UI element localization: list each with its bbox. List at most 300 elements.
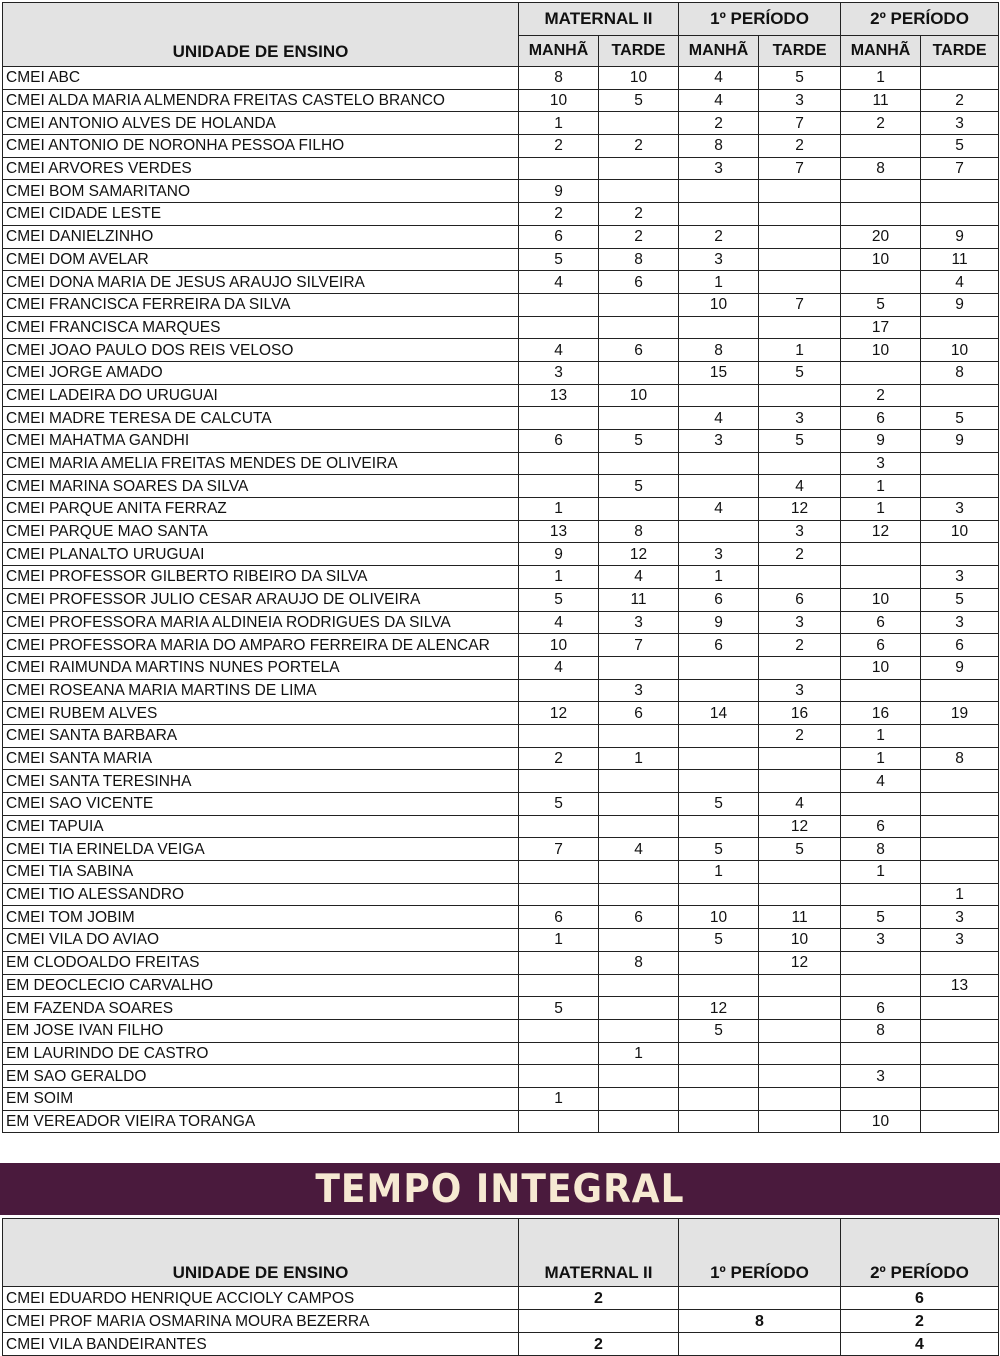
unit-name-cell: CMEI PLANALTO URUGUAI xyxy=(3,543,519,566)
integral-header-maternal-ii: MATERNAL II xyxy=(519,1219,679,1287)
table-row xyxy=(3,611,999,634)
integral-table-row xyxy=(3,1287,999,1310)
count-cell: 1 xyxy=(599,1042,679,1065)
unit-name-cell: CMEI ABC xyxy=(3,67,519,90)
count-cell: 5 xyxy=(759,67,841,90)
count-cell xyxy=(759,1065,841,1088)
count-cell xyxy=(921,1087,999,1110)
count-cell xyxy=(921,951,999,974)
count-cell xyxy=(759,316,841,339)
count-cell xyxy=(759,248,841,271)
count-cell: 1 xyxy=(679,861,759,884)
table-row xyxy=(3,203,999,226)
count-cell: 4 xyxy=(759,793,841,816)
unit-name-cell: CMEI FRANCISCA MARQUES xyxy=(3,316,519,339)
count-cell: 2 xyxy=(841,384,921,407)
count-cell: 10 xyxy=(841,656,921,679)
count-cell: 5 xyxy=(841,906,921,929)
count-cell xyxy=(679,770,759,793)
count-cell xyxy=(519,815,599,838)
count-cell: 6 xyxy=(841,997,921,1020)
shift-header: TARDE xyxy=(759,36,841,67)
count-cell xyxy=(599,724,679,747)
unit-name-cell: CMEI LADEIRA DO URUGUAI xyxy=(3,384,519,407)
count-cell xyxy=(519,951,599,974)
count-cell: 5 xyxy=(759,361,841,384)
count-cell xyxy=(679,656,759,679)
unit-name-cell: CMEI TIA ERINELDA VEIGA xyxy=(3,838,519,861)
count-cell xyxy=(599,1087,679,1110)
unit-name-cell: CMEI RAIMUNDA MARTINS NUNES PORTELA xyxy=(3,656,519,679)
unit-name-cell: CMEI MARIA AMELIA FREITAS MENDES DE OLIVEIRA xyxy=(3,452,519,475)
table-row xyxy=(3,997,999,1020)
count-cell: 2 xyxy=(759,724,841,747)
count-cell: 4 xyxy=(841,1333,999,1356)
count-cell xyxy=(519,679,599,702)
count-cell: 5 xyxy=(599,475,679,498)
count-cell: 12 xyxy=(759,498,841,521)
count-cell: 5 xyxy=(599,89,679,112)
count-cell: 8 xyxy=(599,951,679,974)
count-cell xyxy=(841,1087,921,1110)
count-cell xyxy=(599,1019,679,1042)
count-cell: 4 xyxy=(519,271,599,294)
unit-name-cell: CMEI SAO VICENTE xyxy=(3,793,519,816)
count-cell: 4 xyxy=(679,407,759,430)
unit-name-cell: CMEI FRANCISCA FERREIRA DA SILVA xyxy=(3,293,519,316)
count-cell xyxy=(519,1065,599,1088)
unit-name-cell: CMEI EDUARDO HENRIQUE ACCIOLY CAMPOS xyxy=(3,1287,519,1310)
count-cell xyxy=(679,747,759,770)
unit-name-cell: CMEI TIA SABINA xyxy=(3,861,519,884)
count-cell xyxy=(679,1287,841,1310)
count-cell xyxy=(841,135,921,158)
count-cell xyxy=(679,316,759,339)
unit-name-cell: CMEI VILA BANDEIRANTES xyxy=(3,1333,519,1356)
count-cell: 1 xyxy=(519,112,599,135)
count-cell xyxy=(679,679,759,702)
count-cell: 8 xyxy=(679,1310,841,1333)
table-row xyxy=(3,929,999,952)
count-cell xyxy=(759,384,841,407)
table-row xyxy=(3,1110,999,1133)
count-cell xyxy=(759,656,841,679)
table-row xyxy=(3,430,999,453)
count-cell: 7 xyxy=(921,157,999,180)
count-cell: 10 xyxy=(519,634,599,657)
count-cell xyxy=(519,1019,599,1042)
count-cell: 9 xyxy=(921,293,999,316)
count-cell: 6 xyxy=(599,906,679,929)
table-row xyxy=(3,566,999,589)
table-row xyxy=(3,180,999,203)
count-cell: 11 xyxy=(921,248,999,271)
count-cell: 6 xyxy=(599,339,679,362)
integral-table-row xyxy=(3,1310,999,1333)
count-cell xyxy=(599,861,679,884)
unit-name-cell: CMEI PROFESSOR GILBERTO RIBEIRO DA SILVA xyxy=(3,566,519,589)
unit-name-cell: CMEI ARVORES VERDES xyxy=(3,157,519,180)
count-cell: 1 xyxy=(519,929,599,952)
unit-name-cell: CMEI PARQUE ANITA FERRAZ xyxy=(3,498,519,521)
count-cell xyxy=(921,1019,999,1042)
count-cell xyxy=(841,203,921,226)
count-cell xyxy=(759,861,841,884)
group-header-1-periodo: 1º PERÍODO xyxy=(679,3,841,36)
count-cell: 3 xyxy=(679,430,759,453)
count-cell xyxy=(599,157,679,180)
table-row xyxy=(3,747,999,770)
count-cell: 6 xyxy=(519,430,599,453)
table-row xyxy=(3,361,999,384)
table-row xyxy=(3,271,999,294)
count-cell: 9 xyxy=(841,430,921,453)
count-cell: 3 xyxy=(759,89,841,112)
count-cell: 3 xyxy=(841,452,921,475)
unit-name-cell: CMEI SANTA TERESINHA xyxy=(3,770,519,793)
unit-name-cell: EM SOIM xyxy=(3,1087,519,1110)
count-cell: 6 xyxy=(759,588,841,611)
count-cell: 1 xyxy=(841,475,921,498)
count-cell: 8 xyxy=(841,157,921,180)
count-cell: 2 xyxy=(599,225,679,248)
integral-header-2-periodo: 2º PERÍODO xyxy=(841,1219,999,1287)
count-cell xyxy=(519,770,599,793)
count-cell: 2 xyxy=(519,1333,679,1356)
table-row xyxy=(3,588,999,611)
count-cell xyxy=(519,452,599,475)
unit-name-cell: EM SAO GERALDO xyxy=(3,1065,519,1088)
table-row xyxy=(3,815,999,838)
unit-name-cell: CMEI CIDADE LESTE xyxy=(3,203,519,226)
count-cell: 14 xyxy=(679,702,759,725)
count-cell xyxy=(599,997,679,1020)
unit-name-cell: EM VEREADOR VIEIRA TORANGA xyxy=(3,1110,519,1133)
integral-table-row xyxy=(3,1333,999,1356)
count-cell: 12 xyxy=(841,520,921,543)
count-cell: 8 xyxy=(679,135,759,158)
count-cell: 13 xyxy=(519,384,599,407)
count-cell xyxy=(921,815,999,838)
count-cell: 7 xyxy=(599,634,679,657)
integral-table-body xyxy=(3,1287,999,1356)
count-cell: 10 xyxy=(599,67,679,90)
count-cell: 2 xyxy=(679,112,759,135)
unit-name-cell: CMEI ROSEANA MARIA MARTINS DE LIMA xyxy=(3,679,519,702)
table-row xyxy=(3,1087,999,1110)
count-cell xyxy=(921,770,999,793)
count-cell: 2 xyxy=(519,1287,679,1310)
table-row xyxy=(3,770,999,793)
count-cell xyxy=(921,1065,999,1088)
unit-name-cell: CMEI JOAO PAULO DOS REIS VELOSO xyxy=(3,339,519,362)
count-cell: 3 xyxy=(841,1065,921,1088)
unit-name-cell: CMEI SANTA BARBARA xyxy=(3,724,519,747)
count-cell xyxy=(519,724,599,747)
count-cell: 3 xyxy=(921,112,999,135)
count-cell: 6 xyxy=(921,634,999,657)
count-cell: 5 xyxy=(599,430,679,453)
count-cell: 2 xyxy=(519,747,599,770)
count-cell xyxy=(841,883,921,906)
count-cell: 19 xyxy=(921,702,999,725)
count-cell: 17 xyxy=(841,316,921,339)
count-cell: 4 xyxy=(599,566,679,589)
count-cell: 3 xyxy=(921,566,999,589)
count-cell xyxy=(599,452,679,475)
count-cell: 7 xyxy=(759,293,841,316)
count-cell xyxy=(679,1065,759,1088)
count-cell xyxy=(841,180,921,203)
count-cell: 10 xyxy=(759,929,841,952)
shift-header: MANHÃ xyxy=(679,36,759,67)
count-cell: 6 xyxy=(599,271,679,294)
count-cell: 9 xyxy=(519,180,599,203)
table-row xyxy=(3,543,999,566)
count-cell: 4 xyxy=(519,611,599,634)
count-cell xyxy=(599,656,679,679)
table-row xyxy=(3,384,999,407)
count-cell: 2 xyxy=(841,112,921,135)
count-cell: 1 xyxy=(921,883,999,906)
count-cell: 7 xyxy=(759,112,841,135)
count-cell: 8 xyxy=(841,1019,921,1042)
count-cell xyxy=(679,883,759,906)
count-cell: 2 xyxy=(679,225,759,248)
count-cell xyxy=(759,1042,841,1065)
table-row xyxy=(3,248,999,271)
count-cell: 5 xyxy=(679,929,759,952)
count-cell xyxy=(679,1110,759,1133)
table-row xyxy=(3,974,999,997)
count-cell: 12 xyxy=(759,815,841,838)
count-cell xyxy=(519,407,599,430)
count-cell: 6 xyxy=(841,815,921,838)
count-cell: 5 xyxy=(759,430,841,453)
count-cell xyxy=(679,1333,841,1356)
tempo-integral-banner xyxy=(0,1163,1000,1215)
count-cell: 1 xyxy=(519,566,599,589)
shift-header: MANHÃ xyxy=(519,36,599,67)
count-cell: 9 xyxy=(519,543,599,566)
unit-name-cell: CMEI BOM SAMARITANO xyxy=(3,180,519,203)
count-cell xyxy=(679,974,759,997)
count-cell xyxy=(599,361,679,384)
shift-header: MANHÃ xyxy=(841,36,921,67)
count-cell: 3 xyxy=(599,679,679,702)
table-row xyxy=(3,1065,999,1088)
count-cell: 10 xyxy=(841,339,921,362)
count-cell: 6 xyxy=(841,634,921,657)
count-cell: 1 xyxy=(841,861,921,884)
count-cell: 1 xyxy=(841,498,921,521)
count-cell: 2 xyxy=(599,203,679,226)
shift-header: TARDE xyxy=(921,36,999,67)
count-cell xyxy=(599,407,679,430)
count-cell: 12 xyxy=(679,997,759,1020)
banner-title: TEMPO INTEGRAL xyxy=(315,1166,685,1212)
count-cell xyxy=(921,1042,999,1065)
count-cell xyxy=(759,747,841,770)
table-row xyxy=(3,452,999,475)
count-cell xyxy=(679,384,759,407)
count-cell: 12 xyxy=(519,702,599,725)
count-cell: 4 xyxy=(679,67,759,90)
count-cell xyxy=(759,1019,841,1042)
count-cell: 6 xyxy=(679,588,759,611)
count-cell xyxy=(921,1110,999,1133)
count-cell xyxy=(679,452,759,475)
count-cell xyxy=(841,793,921,816)
table-row xyxy=(3,793,999,816)
count-cell: 16 xyxy=(841,702,921,725)
count-cell xyxy=(599,1110,679,1133)
count-cell: 10 xyxy=(599,384,679,407)
count-cell: 10 xyxy=(841,248,921,271)
count-cell: 2 xyxy=(759,634,841,657)
count-cell: 6 xyxy=(519,225,599,248)
count-cell: 13 xyxy=(519,520,599,543)
count-cell: 8 xyxy=(519,67,599,90)
table-row xyxy=(3,225,999,248)
count-cell: 11 xyxy=(841,89,921,112)
count-cell xyxy=(519,293,599,316)
unit-name-cell: CMEI RUBEM ALVES xyxy=(3,702,519,725)
integral-vacancy-table xyxy=(2,1218,999,1356)
count-cell xyxy=(679,520,759,543)
table-row xyxy=(3,861,999,884)
count-cell: 2 xyxy=(841,1310,999,1333)
unit-name-cell: CMEI MAHATMA GANDHI xyxy=(3,430,519,453)
count-cell: 4 xyxy=(679,89,759,112)
unit-name-cell: EM JOSE IVAN FILHO xyxy=(3,1019,519,1042)
count-cell: 4 xyxy=(921,271,999,294)
count-cell xyxy=(759,1110,841,1133)
unit-name-cell: EM FAZENDA SOARES xyxy=(3,997,519,1020)
count-cell: 10 xyxy=(841,1110,921,1133)
count-cell xyxy=(519,316,599,339)
table-row xyxy=(3,89,999,112)
table-row xyxy=(3,724,999,747)
vacancy-table xyxy=(2,2,999,1133)
count-cell xyxy=(921,838,999,861)
count-cell xyxy=(841,543,921,566)
count-cell xyxy=(679,475,759,498)
count-cell: 3 xyxy=(679,248,759,271)
table-row xyxy=(3,407,999,430)
table-row xyxy=(3,67,999,90)
count-cell: 10 xyxy=(679,293,759,316)
count-cell xyxy=(759,566,841,589)
count-cell xyxy=(921,793,999,816)
count-cell xyxy=(921,724,999,747)
count-cell: 5 xyxy=(759,838,841,861)
unit-name-cell: CMEI DONA MARIA DE JESUS ARAUJO SILVEIRA xyxy=(3,271,519,294)
count-cell: 5 xyxy=(841,293,921,316)
count-cell: 1 xyxy=(759,339,841,362)
count-cell xyxy=(679,180,759,203)
count-cell xyxy=(759,271,841,294)
count-cell xyxy=(599,293,679,316)
count-cell xyxy=(599,180,679,203)
count-cell xyxy=(519,157,599,180)
integral-unit-header: UNIDADE DE ENSINO xyxy=(3,1219,519,1287)
unit-name-cell: CMEI DANIELZINHO xyxy=(3,225,519,248)
table-row xyxy=(3,316,999,339)
count-cell: 4 xyxy=(679,498,759,521)
table-row xyxy=(3,135,999,158)
count-cell: 6 xyxy=(679,634,759,657)
count-cell xyxy=(921,452,999,475)
table-row xyxy=(3,339,999,362)
count-cell: 6 xyxy=(599,702,679,725)
vacancy-table-body xyxy=(3,67,999,1133)
count-cell xyxy=(519,1310,679,1333)
unit-name-cell: CMEI ANTONIO DE NORONHA PESSOA FILHO xyxy=(3,135,519,158)
count-cell: 1 xyxy=(841,67,921,90)
unit-name-cell: EM DEOCLECIO CARVALHO xyxy=(3,974,519,997)
count-cell: 12 xyxy=(599,543,679,566)
table-row xyxy=(3,293,999,316)
count-cell xyxy=(599,793,679,816)
count-cell: 8 xyxy=(679,339,759,362)
table-row xyxy=(3,951,999,974)
count-cell xyxy=(759,997,841,1020)
count-cell xyxy=(519,475,599,498)
count-cell xyxy=(599,112,679,135)
count-cell xyxy=(599,1065,679,1088)
table-row xyxy=(3,1042,999,1065)
table-row xyxy=(3,1019,999,1042)
count-cell: 6 xyxy=(841,1287,999,1310)
count-cell: 5 xyxy=(519,997,599,1020)
count-cell xyxy=(841,679,921,702)
group-header-maternal-ii: MATERNAL II xyxy=(519,3,679,36)
count-cell: 20 xyxy=(841,225,921,248)
count-cell: 1 xyxy=(519,498,599,521)
count-cell: 3 xyxy=(519,361,599,384)
table-row xyxy=(3,157,999,180)
unit-column-header: UNIDADE DE ENSINO xyxy=(3,3,519,67)
count-cell xyxy=(921,67,999,90)
unit-name-cell: CMEI PROFESSOR JULIO CESAR ARAUJO DE OLIVEIRA xyxy=(3,588,519,611)
count-cell xyxy=(519,861,599,884)
unit-name-cell: CMEI PARQUE MAO SANTA xyxy=(3,520,519,543)
count-cell xyxy=(599,316,679,339)
count-cell: 10 xyxy=(519,89,599,112)
count-cell xyxy=(921,475,999,498)
unit-name-cell: CMEI MARINA SOARES DA SILVA xyxy=(3,475,519,498)
count-cell: 7 xyxy=(519,838,599,861)
count-cell xyxy=(921,861,999,884)
count-cell xyxy=(921,997,999,1020)
count-cell: 3 xyxy=(599,611,679,634)
count-cell: 5 xyxy=(921,407,999,430)
count-cell: 2 xyxy=(759,543,841,566)
unit-name-cell: CMEI PROFESSORA MARIA ALDINEIA RODRIGUES DA SILVA xyxy=(3,611,519,634)
count-cell: 3 xyxy=(759,407,841,430)
unit-name-cell: CMEI ALDA MARIA ALMENDRA FREITAS CASTELO BRANCO xyxy=(3,89,519,112)
count-cell xyxy=(599,498,679,521)
group-header-2-periodo: 2º PERÍODO xyxy=(841,3,999,36)
count-cell: 4 xyxy=(759,475,841,498)
count-cell: 5 xyxy=(519,248,599,271)
count-cell: 9 xyxy=(921,430,999,453)
count-cell: 12 xyxy=(759,951,841,974)
count-cell xyxy=(921,203,999,226)
table-row xyxy=(3,520,999,543)
count-cell xyxy=(519,1042,599,1065)
